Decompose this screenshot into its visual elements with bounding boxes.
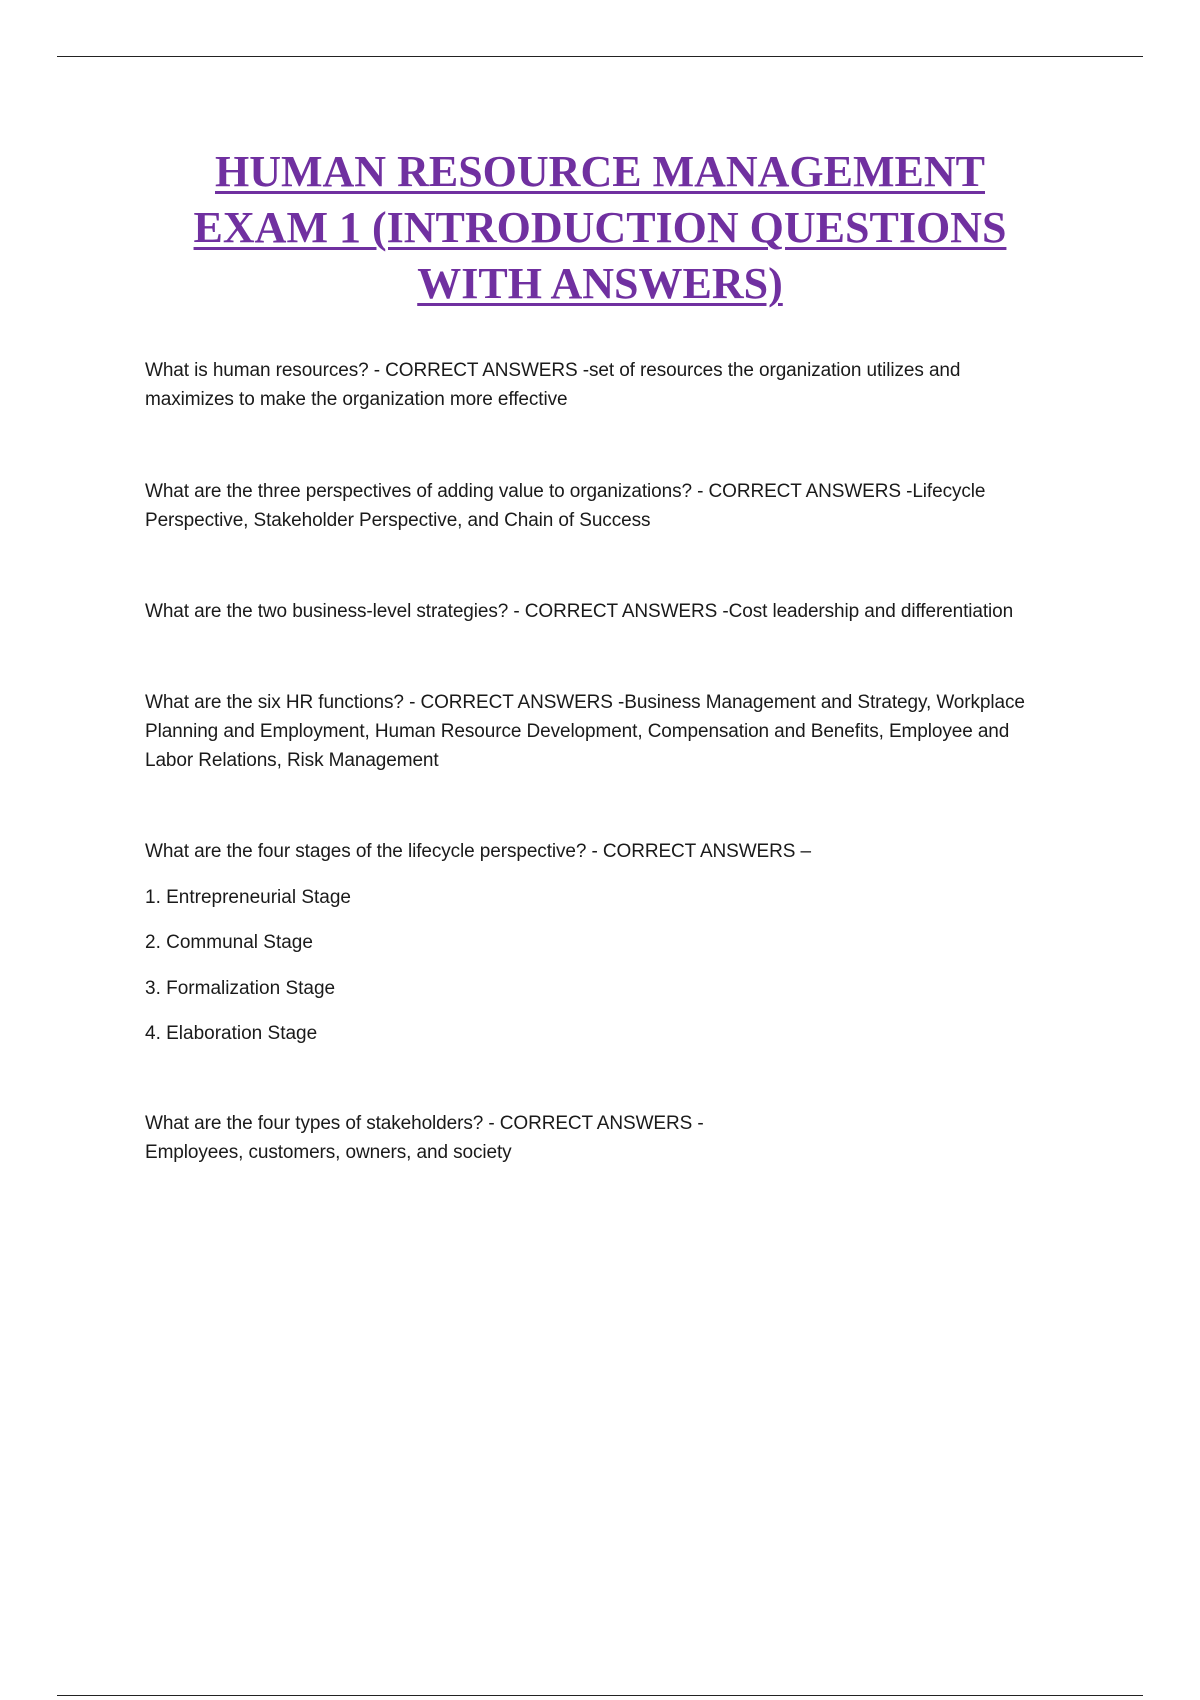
- lifecycle-stage-item: 1. Entrepreneurial Stage: [145, 887, 351, 908]
- lifecycle-stage-item: 3. Formalization Stage: [145, 978, 336, 999]
- title-line: WITH ANSWERS): [417, 259, 783, 308]
- qa-stakeholder-types: [145, 1109, 1085, 1167]
- qa-lifecycle-stages: [145, 837, 1085, 866]
- qa-text-line: Planning and Employment, Human Resource Development, Compensation and Benefits, Employee and: [145, 721, 1010, 742]
- qa-three-perspectives: [145, 477, 1085, 535]
- qa-text-line: What are the two business-level strategies? - CORRECT ANSWERS -Cost leadership and differentiation: [145, 601, 1014, 622]
- title-line: HUMAN RESOURCE MANAGEMENT: [215, 147, 985, 196]
- title-line: EXAM 1 (INTRODUCTION QUESTIONS: [193, 203, 1007, 252]
- qa-human-resources: [145, 356, 1085, 414]
- qa-text-line: What are the six HR functions? - CORRECT ANSWERS -Business Management and Strategy, Workplace: [145, 692, 1025, 713]
- qa-six-hr-functions: [145, 688, 1085, 775]
- qa-text-line: maximizes to make the organization more effective: [145, 389, 568, 410]
- qa-text-line: What are the three perspectives of adding value to organizations? - CORRECT ANSWERS -Lifecycle: [145, 481, 986, 502]
- document-title: [120, 144, 1080, 312]
- top-rule: [57, 56, 1143, 57]
- qa-text-line: What are the four stages of the lifecycle perspective? - CORRECT ANSWERS –: [145, 841, 811, 862]
- lifecycle-stage-item: 4. Elaboration Stage: [145, 1023, 318, 1044]
- bottom-rule: [57, 1695, 1143, 1696]
- lifecycle-stage-item: 2. Communal Stage: [145, 932, 313, 953]
- qa-text-line: What is human resources? - CORRECT ANSWERS -set of resources the organization utilizes and: [145, 360, 961, 381]
- qa-text-line: Perspective, Stakeholder Perspective, and Chain of Success: [145, 510, 651, 531]
- qa-text-line: Employees, customers, owners, and society: [145, 1142, 512, 1163]
- qa-business-strategies: [145, 597, 1085, 626]
- qa-text-line: Labor Relations, Risk Management: [145, 750, 439, 771]
- qa-text-line: What are the four types of stakeholders? - CORRECT ANSWERS -: [145, 1113, 704, 1134]
